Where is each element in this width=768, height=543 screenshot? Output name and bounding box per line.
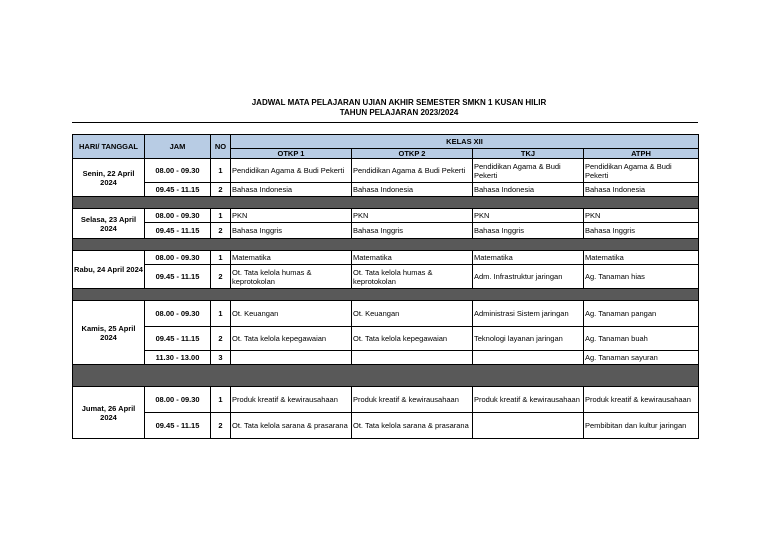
subject-cell [473,351,584,365]
subject-cell: Ot. Keuangan [352,301,473,327]
subject-cell: Bahasa Inggris [584,223,699,239]
number-cell: 2 [211,183,231,197]
time-cell: 11.30 - 13.00 [145,351,211,365]
schedule-row [73,301,699,327]
subject-cell: Adm. Infrastruktur jaringan [473,265,584,289]
subject-cell: Ot. Tata kelola kepegawaian [231,327,352,351]
subject-cell: Pendidikan Agama & Budi Pekerti [231,159,352,183]
number-cell: 1 [211,251,231,265]
schedule-row [73,265,699,289]
number-cell: 1 [211,209,231,223]
day-cell: Kamis, 25 April 2024 [73,301,145,365]
schedule-row [73,209,699,223]
time-cell: 09.45 - 11.15 [145,223,211,239]
header-class-atph: ATPH [584,149,699,159]
header-class-otkp2: OTKP 2 [352,149,473,159]
day-separator [73,239,699,251]
subject-cell [352,351,473,365]
schedule-row [73,223,699,239]
header-no: NO [211,135,231,159]
subject-cell [231,351,352,365]
schedule-row [73,251,699,265]
header-class-tkj: TKJ [473,149,584,159]
subject-cell: Pembibitan dan kultur jaringan [584,413,699,439]
schedule-row [73,327,699,351]
subject-cell: Pendidikan Agama & Budi Pekerti [473,159,584,183]
number-cell: 3 [211,351,231,365]
subject-cell: Ag. Tanaman hias [584,265,699,289]
document-subtitle: TAHUN PELAJARAN 2023/2024 [339,108,459,117]
title-rule [72,122,698,123]
subject-cell: Ot. Tata kelola sarana & prasarana [231,413,352,439]
subject-cell: Bahasa Indonesia [352,183,473,197]
subject-cell: Bahasa Indonesia [584,183,699,197]
subject-cell: PKN [352,209,473,223]
schedule-row [73,351,699,365]
time-cell: 09.45 - 11.15 [145,413,211,439]
number-cell: 1 [211,159,231,183]
subject-cell: Bahasa Indonesia [231,183,352,197]
day-separator [73,197,699,209]
day-cell: Selasa, 23 April 2024 [73,209,145,239]
number-cell: 2 [211,327,231,351]
subject-cell: Ot. Tata kelola sarana & prasarana [352,413,473,439]
subject-cell: Administrasi Sistem jaringan [473,301,584,327]
time-cell: 08.00 - 09.30 [145,387,211,413]
schedule-table [72,134,699,439]
subject-cell: Ot. Tata kelola kepegawaian [352,327,473,351]
subject-cell [473,413,584,439]
subject-cell: Bahasa Indonesia [473,183,584,197]
schedule-row [73,387,699,413]
number-cell: 1 [211,301,231,327]
time-cell: 08.00 - 09.30 [145,251,211,265]
day-cell: Rabu, 24 April 2024 [73,251,145,289]
subject-cell: Produk kreatif & kewirausahaan [231,387,352,413]
day-separator [73,289,699,301]
separator-cell [73,365,699,387]
subject-cell: Ag. Tanaman pangan [584,301,699,327]
header-class-otkp1: OTKP 1 [231,149,352,159]
schedule-row [73,413,699,439]
separator-cell [73,289,699,301]
subject-cell: Bahasa Inggris [473,223,584,239]
subject-cell: PKN [584,209,699,223]
document-title: JADWAL MATA PELAJARAN UJIAN AKHIR SEMESTER SMKN 1 KUSAN HILIR [251,98,547,107]
day-cell: Jumat, 26 April 2024 [73,387,145,439]
subject-cell: Ot. Keuangan [231,301,352,327]
time-cell: 09.45 - 11.15 [145,183,211,197]
subject-cell: Bahasa Inggris [352,223,473,239]
schedule-row [73,159,699,183]
subject-cell: Matematika [473,251,584,265]
subject-cell: Bahasa Inggris [231,223,352,239]
subject-cell: Produk kreatif & kewirausahaan [584,387,699,413]
subject-cell: Teknologi layanan jaringan [473,327,584,351]
subject-cell: Pendidikan Agama & Budi Pekerti [352,159,473,183]
time-cell: 09.45 - 11.15 [145,327,211,351]
subject-cell: PKN [473,209,584,223]
subject-cell: Matematika [584,251,699,265]
subject-cell: Produk kreatif & kewirausahaan [352,387,473,413]
separator-cell [73,239,699,251]
subject-cell: Ot. Tata kelola humas & keprotokolan [352,265,473,289]
number-cell: 2 [211,413,231,439]
subject-cell: Ag. Tanaman buah [584,327,699,351]
header-day: HARI/ TANGGAL [73,135,145,159]
header-jam: JAM [145,135,211,159]
subject-cell: Ot. Tata kelola humas & keprotokolan [231,265,352,289]
time-cell: 09.45 - 11.15 [145,265,211,289]
subject-cell: Matematika [231,251,352,265]
time-cell: 08.00 - 09.30 [145,301,211,327]
time-cell: 08.00 - 09.30 [145,209,211,223]
number-cell: 1 [211,387,231,413]
number-cell: 2 [211,265,231,289]
subject-cell: Ag. Tanaman sayuran [584,351,699,365]
header-kelas: KELAS XII [231,135,699,149]
day-separator [73,365,699,387]
subject-cell: Matematika [352,251,473,265]
time-cell: 08.00 - 09.30 [145,159,211,183]
schedule-row [73,183,699,197]
number-cell: 2 [211,223,231,239]
separator-cell [73,197,699,209]
subject-cell: Pendidikan Agama & Budi Pekerti [584,159,699,183]
subject-cell: PKN [231,209,352,223]
subject-cell: Produk kreatif & kewirausahaan [473,387,584,413]
day-cell: Senin, 22 April 2024 [73,159,145,197]
